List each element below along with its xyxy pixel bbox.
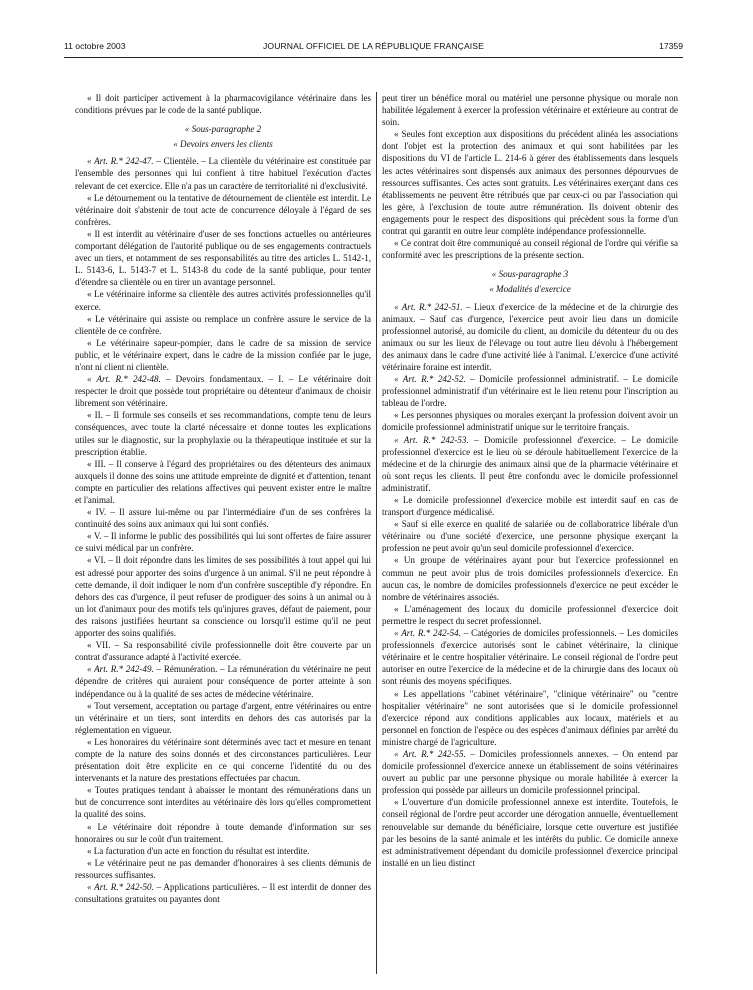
paragraph: « Le vétérinaire peut ne pas demander d'honoraires à ses clients démunis de ressources suffisantes. [75, 857, 371, 880]
paragraph: « Le vétérinaire sapeur-pompier, dans le cadre de sa mission de service public, et le vétérinaire expert, dans le cadre de la mission confiée par le juge, n'ont ni client ni clientèle. [75, 337, 371, 372]
paragraph: « Les honoraires du vétérinaire sont déterminés avec tact et mesure en tenant compte de la nature des soins donnés et des circonstances particulières. Leur présentation doit être explicite en ce qui concerne l'identité du ou des intervenants et la nature des prestations effectuées par chacun. [75, 736, 371, 784]
paragraph: « IV. – Il assure lui-même ou par l'intermédiaire d'un de ses confrères la continuité des soins aux animaux qui lui sont confiés. [75, 507, 371, 530]
paragraph: « VI. – Il doit répondre dans les limites de ses possibilités à tout appel qui lui est adressé pour apporter des soins d'urgence à un animal. S'il ne peut répondre à cette demande, il doit indiquer le nom d'un confrère susceptible d'y répondre. En dehors des cas d'urgence, il peut refuser de prodiguer des soins à un animal ou à un lot d'animaux pour des motifs tels qu'injures graves, défaut de paiement, pour des raisons justifiées heurtant sa conscience ou lorsqu'il estime qu'il ne peut apporter des soins qualifiés. [75, 555, 371, 639]
paragraph: « Ce contrat doit être communiqué au conseil régional de l'ordre qui vérifie sa conformité avec les prescriptions de la présente section. [382, 238, 678, 261]
paragraph: « Sauf si elle exerce en qualité de salariée ou de collaboratrice libérale d'un vétérinaire ou d'une société d'exercice, une personne physique exerçant la profession ne peut avoir qu'un seul domicile professionnel d'exercice. [382, 519, 678, 554]
column-divider [376, 92, 377, 974]
article-text: – Clientèle. – La clientèle du vétérinaire est constituée par l'ensemble des personnes qui lui confient à titre habituel l'exécution d'actes relevant de cet exercice. Elle n'a pas un caractère de territorialité ni d'exclusivité. [75, 156, 371, 191]
article-text: – Domicile professionnel d'exercice. – Le domicile professionnel d'exercice est le lieu où se déroule habituellement l'exercice de la médecine et de la chirurgie des animaux ainsi que de la pharmacie vétérinaire et où sont reçus les clients. Il peut être confondu avec le domicile professionnel administratif. [382, 434, 678, 493]
article-reference: « Art. R.* 242-55. [394, 748, 466, 759]
article-text: – Devoirs fondamentaux. – I. – Le vétérinaire doit respecter le droit que possède tout propriétaire ou détenteur d'animaux de choisir librement son vétérinaire. [75, 374, 371, 409]
header-rule [64, 57, 683, 58]
paragraph: « Les appellations "cabinet vétérinaire", "clinique vétérinaire" ou "centre hospitalier vétérinaire" ne sont autorisées que si le domicile professionnel d'exercice répond aux conditions applicables aux locaux, matériels et au personnel en fonction de l'espèce ou des espèces d'animaux définies par arrêté du ministre chargé de l'agriculture. [382, 688, 678, 747]
paragraph: « VII. – Sa responsabilité civile professionnelle doit être couverte par un contrat d'assurance adapté à l'activité exercée. [75, 640, 371, 663]
article-paragraph [382, 748, 678, 796]
article-paragraph [75, 881, 371, 905]
article-reference: « Art. R.* 242-50. [87, 882, 154, 892]
article-text: – Domiciles professionnels annexes. – On entend par domicile professionnel d'exercice annexe un établissement de soins vétérinaires ouvert au public par une personne physique ou morale habilitée à exercer la profession qui possède par ailleurs un domicile professionnel principal. [382, 748, 678, 796]
article-text: – Domicile professionnel administratif. – Le domicile professionnel administratif d'un vétérinaire est le lieu retenu pour l'inscription au tableau de l'ordre. [382, 374, 678, 409]
section-heading: « Devoirs envers les clients [173, 139, 273, 150]
left-column [75, 92, 371, 982]
journal-title: JOURNAL OFFICIEL DE LA RÉPUBLIQUE FRANÇAISE [263, 41, 484, 51]
article-paragraph [382, 301, 678, 374]
article-reference: « Art. R.* 242-49. [87, 664, 154, 675]
paragraph: « Le vétérinaire doit répondre à toute demande d'information sur ses honoraires ou sur le coût d'un traitement. [75, 821, 371, 844]
article-reference: « Art. R.* 242-48. [87, 374, 161, 385]
issue-date: 11 octobre 2003 [64, 41, 126, 51]
paragraph: « La facturation d'un acte en fonction du résultat est interdite. [87, 845, 310, 856]
article-reference: « Art. R.* 242-54. [394, 628, 461, 639]
article-reference: « Art. R.* 242-52. [394, 374, 466, 385]
article-paragraph [75, 373, 371, 409]
paragraph: « L'aménagement des locaux du domicile professionnel d'exercice doit permettre le respect du secret professionnel. [382, 603, 678, 626]
paragraph: « Le domicile professionnel d'exercice mobile est interdit sauf en cas de transport d'urgence médicalisé. [382, 495, 678, 518]
article-paragraph [382, 373, 678, 409]
paragraph: « Le vétérinaire informe sa clientèle des autres activités professionnelles qu'il exerce. [75, 289, 371, 312]
paragraph: « Toutes pratiques tendant à abaisser le montant des rémunérations dans un but de concurrence sont interdites au vétérinaire dès lors qu'elles compromettent la qualité des soins. [75, 785, 371, 820]
article-text: – Rémunération. – La rémunération du vétérinaire ne peut dépendre de critères qui auraient pour conséquence de porter atteinte à son indépendance ou à la qualité de ses actes de médecine vétérinaire. [75, 664, 371, 699]
section-heading: « Sous-paragraphe 3 [491, 269, 569, 280]
paragraph: « II. – Il formule ses conseils et ses recommandations, compte tenu de leurs conséquences, avec toute la clarté nécessaire et donne toutes les explications utiles sur le diagnostic, sur la prophylaxie ou la thérapeutique instituée et sur la prescription établie. [75, 410, 371, 457]
paragraph: « Un groupe de vétérinaires ayant pour but l'exercice professionnel en commun ne peut avoir plus de trois domiciles professionnels d'exercice. En aucun cas, le nombre de domiciles professionnels d'exercice ne peut excéder le nombre de vétérinaires associés. [382, 555, 678, 602]
paragraph: « Il doit participer activement à la pharmacovigilance vétérinaire dans les conditions prévues par le code de la santé publique. [75, 93, 371, 116]
paragraph: « Seules font exception aux dispositions du précédent alinéa les associations dont l'objet est la protection des animaux et qui sont habilitées par les dispositions du VI de l'article L. 214-6 à gérer des établissements dans lesquels les actes vétérinaires sont dispensés aux animaux des personnes dépourvues de ressources suffisantes. Ces actes sont gratuits. Les vétérinaires exerçant dans ces établissements ne peuvent être rétribués que par ceux-ci ou par l'association qui les gère, à l'exclusion de toute autre rémunération. Ils doivent obtenir des engagements pour le respect des dispositions qui précèdent sous la forme d'un contrat qui garantit en outre leur complète indépendance professionnelle. [382, 129, 678, 237]
article-paragraph [382, 434, 678, 494]
article-paragraph [75, 155, 371, 191]
page-header [64, 41, 683, 55]
section-heading: « Modalités d'exercice [489, 284, 571, 295]
paragraph: peut tirer un bénéfice moral ou matériel une personne physique ou morale non habilitée légalement à exercer la profession vétérinaire et extérieure au contrat de soin. [382, 93, 678, 128]
article-reference: « Art. R.* 242-53. [394, 434, 469, 445]
paragraph: « Le vétérinaire qui assiste ou remplace un confrère assure le service de la clientèle de ce confrère. [75, 313, 371, 336]
article-reference: « Art. R.* 242-51. [394, 301, 463, 312]
section-heading: « Sous-paragraphe 2 [184, 124, 262, 135]
paragraph: « III. – Il conserve à l'égard des propriétaires ou des détenteurs des animaux auxquels il donne des soins une attitude empreinte de dignité et d'attention, tenant compte en particulier des relations affectives qui peuvent exister entre le maître et l'animal. [75, 458, 371, 505]
paragraph: « L'ouverture d'un domicile professionnel annexe est interdite. Toutefois, le conseil régional de l'ordre peut accorder une dérogation annuelle, éventuellement renouvelable sur demande du bénéficiaire, lorsque cette ouverture est justifiée par les besoins de la santé animale et les intérêts du public. Ce domicile annexe est administrativement dépendant du domicile professionnel d'exercice principal installé en un lieu distinct [382, 797, 678, 868]
paragraph: « Le détournement ou la tentative de détournement de clientèle est interdit. Le vétérinaire doit s'abstenir de tout acte de concurrence déloyale à l'égard de ses confrères. [75, 192, 371, 227]
article-text: – Lieux d'exercice de la médecine et de la chirurgie des animaux. – Sauf cas d'urgence, l'exercice peut avoir lieu dans un domicile professionnel autorisé, au domicile du client, au domicile du détenteur du ou des animaux ou sur les lieux de l'élevage ou tout autre lieu dévolu à l'hébergement des animaux dans le cadre d'une activité liée à l'animal. L'exercice d'une activité vétérinaire foraine est interdit. [382, 301, 678, 372]
right-column [382, 92, 678, 982]
article-paragraph [75, 663, 371, 699]
paragraph: « Il est interdit au vétérinaire d'user de ses fonctions actuelles ou antérieures comportant délégation de l'autorité publique ou de ses engagements contractuels avec un tiers, et notamment de ses responsabilités au titre des articles L. 5142-1, L. 5143-6, L. 5143-7 et L. 5143-8 du code de la santé publique, pour tenter d'étendre sa clientèle ou en tirer un avantage personnel. [75, 228, 371, 288]
paragraph: « Tout versement, acceptation ou partage d'argent, entre vétérinaires ou entre un vétérinaire et un tiers, sont interdits en dehors des cas autorisés par la réglementation en vigueur. [75, 700, 371, 735]
article-paragraph [382, 627, 678, 687]
paragraph: « V. – Il informe le public des possibilités qui lui sont offertes de faire assurer ce suivi médical par un confrère. [75, 531, 371, 554]
page-number: 17359 [659, 41, 683, 51]
article-reference: « Art. R.* 242-47. [87, 156, 154, 167]
article-text: – Applications particulières. – Il est interdit de donner des consultations gratuites ou payantes dont [75, 882, 371, 905]
paragraph: « Les personnes physiques ou morales exerçant la profession doivent avoir un domicile professionnel administratif unique sur le territoire français. [382, 410, 678, 433]
article-text: – Catégories de domiciles professionnels. – Les domiciles professionnels d'exercice autorisés sont le cabinet vétérinaire, la clinique vétérinaire et le centre hospitalier vétérinaire. Le conseil régional de l'ordre peut autoriser en outre l'exercice de la médecine et de la chirurgie dans des locaux où sont réunis des moyens spécifiques. [382, 628, 678, 687]
